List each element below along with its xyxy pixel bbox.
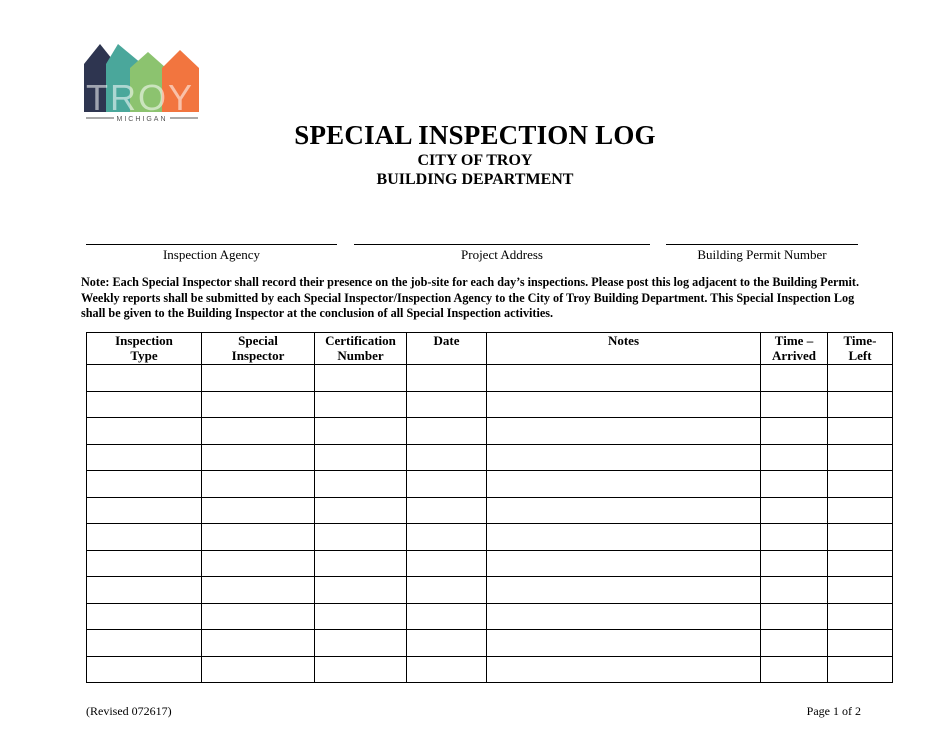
table-cell[interactable] [828,497,893,524]
project-address-label: Project Address [461,247,543,262]
table-cell[interactable] [87,471,202,498]
col-notes: Notes [487,333,761,365]
logo-text: TROY [86,77,195,118]
table-cell[interactable] [828,630,893,657]
table-cell[interactable] [87,365,202,392]
table-cell[interactable] [315,603,407,630]
table-cell[interactable] [407,577,487,604]
table-row [87,391,893,418]
table-cell[interactable] [828,365,893,392]
table-cell[interactable] [828,550,893,577]
table-row [87,365,893,392]
table-cell[interactable] [202,497,315,524]
table-cell[interactable] [828,444,893,471]
col-time-left: Time- Left [828,333,893,365]
table-cell[interactable] [407,444,487,471]
table-cell[interactable] [202,391,315,418]
table-row [87,656,893,683]
table-cell[interactable] [761,656,828,683]
table-cell[interactable] [87,630,202,657]
troy-logo [84,42,202,122]
inspection-agency-label: Inspection Agency [162,247,261,262]
table-cell[interactable] [487,444,761,471]
table-cell[interactable] [87,656,202,683]
table-cell[interactable] [407,524,487,551]
table-cell[interactable] [487,497,761,524]
table-cell[interactable] [761,365,828,392]
table-cell[interactable] [202,550,315,577]
table-cell[interactable] [828,471,893,498]
table-cell[interactable] [761,471,828,498]
table-cell[interactable] [407,418,487,445]
table-cell[interactable] [407,630,487,657]
table-row [87,524,893,551]
table-cell[interactable] [315,497,407,524]
table-cell[interactable] [487,603,761,630]
logo-subtext: MICHIGAN [116,116,168,122]
table-row [87,444,893,471]
table-cell[interactable] [315,444,407,471]
table-cell[interactable] [202,630,315,657]
table-cell[interactable] [202,577,315,604]
building-permit-field[interactable] [666,244,858,266]
table-cell[interactable] [202,444,315,471]
col-special-inspector: Special Inspector [202,333,315,365]
table-cell[interactable] [487,656,761,683]
table-cell[interactable] [487,471,761,498]
table-row [87,630,893,657]
col-inspection-type: Inspection Type [87,333,202,365]
table-cell[interactable] [828,391,893,418]
table-cell[interactable] [487,630,761,657]
table-cell[interactable] [761,577,828,604]
page-subtitle-city: CITY OF TROY [417,152,533,169]
page-subtitle-department: BUILDING DEPARTMENT [376,171,574,188]
inspection-log-table [86,332,893,683]
table-cell[interactable] [487,550,761,577]
table-cell[interactable] [202,524,315,551]
table-cell[interactable] [407,497,487,524]
project-address-line [354,244,650,245]
table-cell[interactable] [828,656,893,683]
table-cell[interactable] [315,656,407,683]
table-cell[interactable] [202,603,315,630]
table-body [87,365,893,683]
table-cell[interactable] [407,656,487,683]
table-cell[interactable] [202,471,315,498]
table-cell[interactable] [487,577,761,604]
table-cell[interactable] [828,418,893,445]
table-cell[interactable] [87,603,202,630]
page-title: SPECIAL INSPECTION LOG [294,120,656,150]
table-cell[interactable] [487,365,761,392]
table-cell[interactable] [828,524,893,551]
table-cell[interactable] [202,365,315,392]
table-cell[interactable] [315,550,407,577]
table-cell[interactable] [87,418,202,445]
table-cell[interactable] [202,418,315,445]
table-cell[interactable] [87,550,202,577]
table-cell[interactable] [407,391,487,418]
table-cell[interactable] [315,524,407,551]
table-header-row [87,333,893,365]
table-cell[interactable] [407,365,487,392]
instructions-note: Note: Each Special Inspector shall record their presence on the job-site for each day’s inspections. Please post this log adjacent to the Building Permit. Weekly reports shall be submitted by each Special Inspector/Inspection Agency to the City of Troy Building Department. This Special Inspection Log shall be given to the Building Inspector at the conclusion of all Special Inspection activities. [81,275,860,320]
table-cell[interactable] [761,630,828,657]
table-row [87,471,893,498]
table-cell[interactable] [828,603,893,630]
table-cell[interactable] [761,391,828,418]
table-cell[interactable] [487,418,761,445]
table-row [87,497,893,524]
col-date: Date [407,333,487,365]
building-permit-line [666,244,858,245]
project-address-field[interactable] [354,244,650,266]
table-cell[interactable] [87,444,202,471]
table-cell[interactable] [761,603,828,630]
table-cell[interactable] [87,497,202,524]
col-certification-number: Certification Number [315,333,407,365]
table-cell[interactable] [761,418,828,445]
table-cell[interactable] [87,524,202,551]
table-cell[interactable] [315,471,407,498]
table-cell[interactable] [315,577,407,604]
revision-note: (Revised 072617) [86,704,172,718]
table-cell[interactable] [407,471,487,498]
col-time-arrived: Time – Arrived [761,333,828,365]
table-cell[interactable] [315,630,407,657]
table-row [87,577,893,604]
table-cell[interactable] [315,365,407,392]
table-cell[interactable] [828,577,893,604]
table-row [87,603,893,630]
building-permit-label: Building Permit Number [697,247,827,262]
table-cell[interactable] [407,550,487,577]
troy-logo-graphic [84,42,202,122]
table-cell[interactable] [202,656,315,683]
table-cell[interactable] [761,550,828,577]
table-cell[interactable] [487,391,761,418]
table-row [87,550,893,577]
table-cell[interactable] [87,391,202,418]
table-cell[interactable] [315,391,407,418]
inspection-agency-field[interactable] [86,244,337,266]
table-cell[interactable] [487,524,761,551]
table-cell[interactable] [761,497,828,524]
table-cell[interactable] [761,524,828,551]
inspection-agency-line [86,244,337,245]
table-cell[interactable] [407,603,487,630]
page-number: Page 1 of 2 [806,704,861,718]
table-cell[interactable] [761,444,828,471]
table-cell[interactable] [87,577,202,604]
table-row [87,418,893,445]
table-cell[interactable] [315,418,407,445]
